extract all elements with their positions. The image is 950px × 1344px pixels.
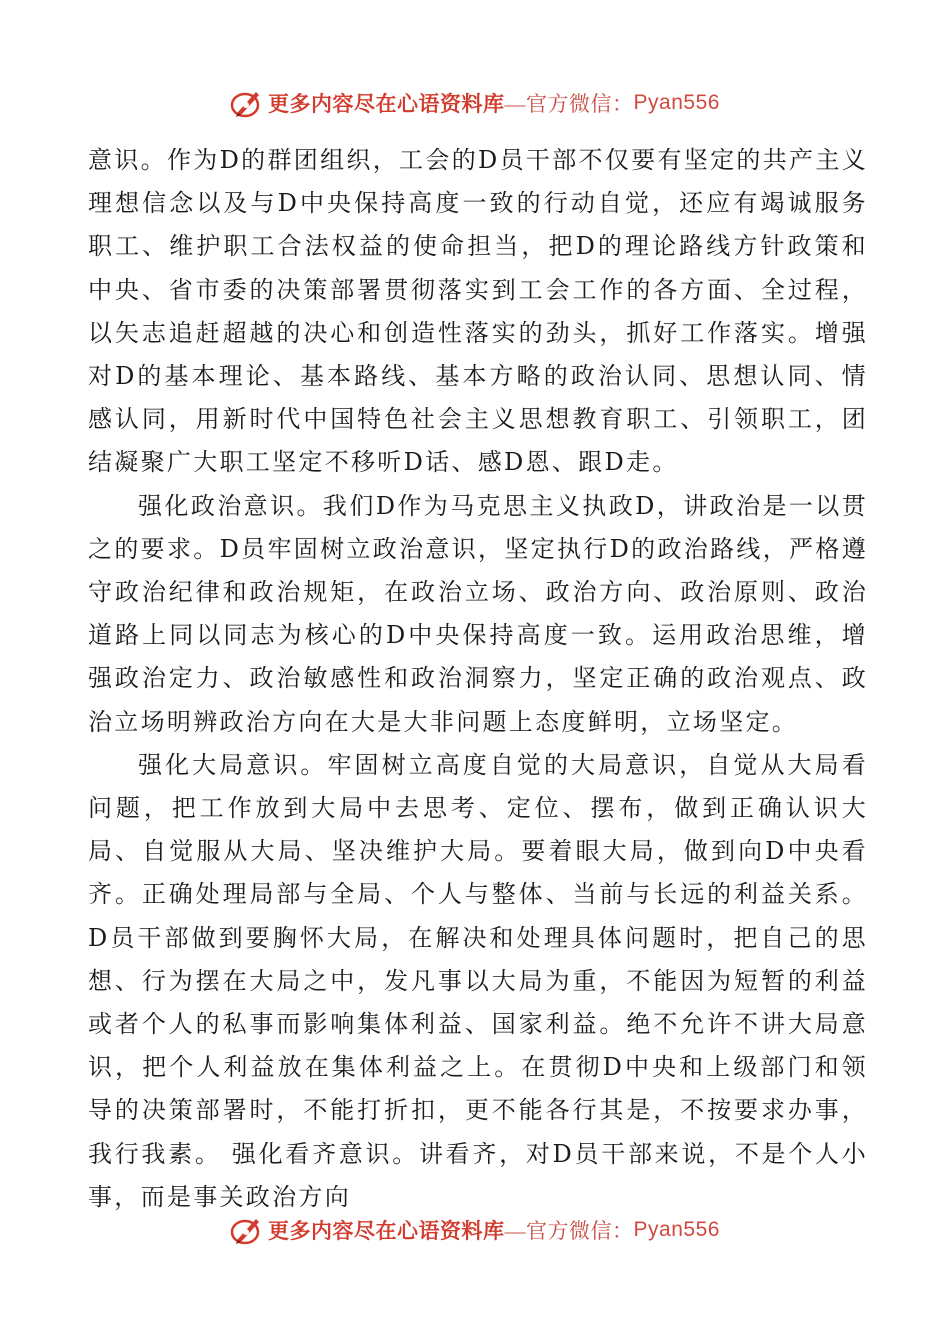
watermark-wechat-id: Pyan556 xyxy=(633,1218,720,1241)
pen-logo-icon xyxy=(230,86,264,120)
paragraph-2: 强化政治意识。我们D作为马克思主义执政D，讲政治是一以贯之的要求。D员牢固树立政治意识，坚定执行D的政治路线，严格遵守政治纪律和政治规矩，在政治立场、政治方向、政治原则、政治道路上同以同志为核心的D中央保持高度一致。运用政治思维，增强政治定力、政治敏感性和政治洞察力，坚定正确的政治观点、政治立场明辨政治方向在大是大非问题上态度鲜明，立场坚定。 xyxy=(88,491,868,736)
paragraph-3: 强化大局意识。牢固树立高度自觉的大局意识，自觉从大局看问题，把工作放到大局中去思考、定位、摆布，做到正确认识大局、自觉服从大局、坚决维护大局。要着眼大局，做到向D中央看齐。正确处理局部与全局、个人与整体、当前与长远的利益关系。D员干部做到要胸怀大局，在解决和处理具体问题时，把自己的思想、行为摆在大局之中，发凡事以大局为重，不能因为短暂的利益或者个人的私事而影响集体利益、国家利益。绝不允许不讲大局意识，把个人利益放在集体利益之上。在贯彻D中央和上级部门和领导的决策部署时，不能打折扣，更不能各行其是，不按要求办事，我行我素。 强化看齐意识。讲看齐，对D员干部来说，不是个人小事，而是事关政治方向 xyxy=(88,750,868,1211)
pen-logo-icon xyxy=(230,1213,264,1247)
header-watermark xyxy=(0,83,950,123)
paragraph-1: 意识。作为D的群团组织，工会的D员干部不仅要有坚定的共产主义理想信念以及与D中央保持高度一致的行动自觉，还应有竭诚服务职工、维护职工合法权益的使命担当，把D的理论路线方针政策和中央、省市委的决策部署贯彻落实到工会工作的各方面、全过程，以矢志追赶超越的决心和创造性落实的劲头，抓好工作落实。增强对D的基本理论、基本路线、基本方略的政治认同、思想认同、情感认同，用新时代中国特色社会主义思想教育职工、引领职工，团结凝聚广大职工坚定不移听D话、感D恩、跟D走。 xyxy=(88,146,868,477)
footer-watermark xyxy=(0,1210,950,1250)
document-body xyxy=(88,139,868,1219)
watermark-text: 更多内容尽在心语资料库 xyxy=(268,92,505,116)
watermark-separator: —官方微信： xyxy=(504,92,634,116)
watermark-text: 更多内容尽在心语资料库 xyxy=(268,1219,505,1243)
watermark-separator: —官方微信： xyxy=(504,1219,634,1243)
watermark-wechat-id: Pyan556 xyxy=(633,91,720,114)
